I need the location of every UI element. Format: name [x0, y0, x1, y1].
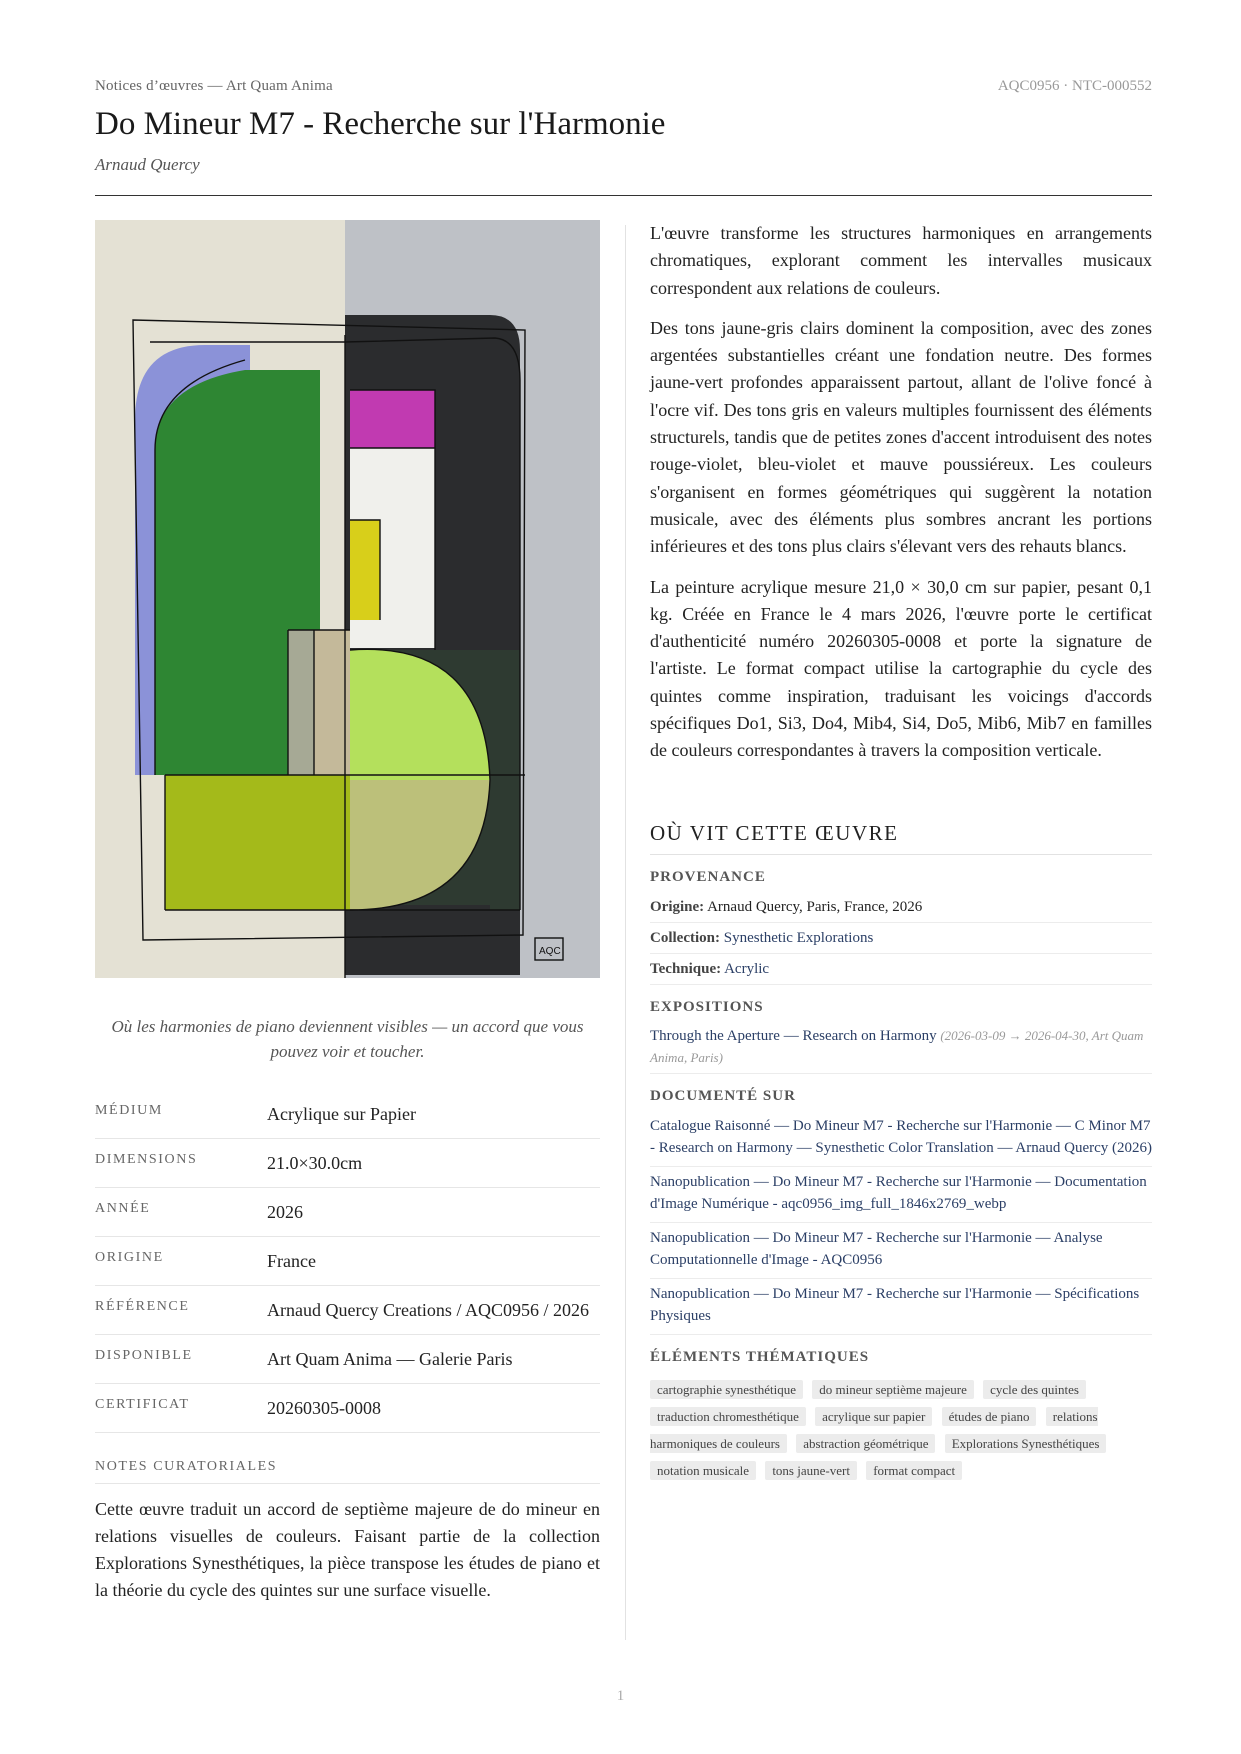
description-paragraph: L'œuvre transforme les structures harmoniques en arrangements chromatiques, explorant comment les intervalles musicaux correspondent aux relations de couleurs.	[650, 223, 1152, 298]
theme-tag[interactable]: cycle des quintes	[983, 1380, 1086, 1399]
left-column	[95, 220, 600, 1604]
expositions-heading: EXPOSITIONS	[650, 998, 764, 1015]
documented-link[interactable]: Nanopublication — Do Mineur M7 - Recherche sur l'Harmonie — Spécifications Physiques	[650, 1279, 1152, 1335]
meta-value: 2026	[267, 1202, 303, 1222]
documented-link[interactable]: Nanopublication — Do Mineur M7 - Recherche sur l'Harmonie — Analyse Computationnelle d'Image - AQC0956	[650, 1223, 1152, 1279]
column-divider	[625, 225, 626, 1640]
meta-row-reference	[95, 1286, 600, 1335]
curatorial-notes-heading: NOTES CURATORIALES	[95, 1459, 600, 1484]
meta-key: CERTIFICAT	[95, 1397, 190, 1412]
page-number: 1	[616, 1688, 625, 1704]
artist-name: Arnaud Quercy	[95, 155, 200, 174]
description-paragraph: La peinture acrylique mesure 21,0 × 30,0 cm sur papier, pesant 0,1 kg. Créée en France le 4 mars 2026, l'œuvre porte le certificat d'authenticité numéro 20260305-0008 et porte la signature de l'artiste. Le format compact utilise la cartographie du cycle des quintes comme inspiration, traduisant les voicings d'accords spécifiques Do1, Si3, Do4, Mib4, Si4, Do5, Mib6, Mib7 en familles de couleurs correspondantes à travers la composition verticale.	[650, 576, 1152, 761]
artwork-description	[650, 220, 1152, 765]
collection-link[interactable]: Synesthetic Explorations	[723, 929, 874, 946]
theme-tag[interactable]: études de piano	[942, 1407, 1037, 1426]
theme-tag[interactable]: Explorations Synesthétiques	[945, 1434, 1107, 1453]
exposition-link[interactable]: Through the Aperture — Research on Harmony	[650, 1027, 937, 1044]
meta-row-certificate	[95, 1384, 600, 1433]
provenance-origin	[650, 892, 1152, 923]
meta-row-origin	[95, 1237, 600, 1286]
running-header	[95, 78, 1152, 98]
meta-value: Acrylique sur Papier	[267, 1104, 416, 1124]
meta-key: ORIGINE	[95, 1250, 164, 1265]
meta-row-dimensions	[95, 1139, 600, 1188]
provenance-label: Technique:	[650, 960, 722, 977]
provenance-collection	[650, 923, 1152, 954]
meta-row-year	[95, 1188, 600, 1237]
documented-link[interactable]: Catalogue Raisonné — Do Mineur M7 - Recherche sur l'Harmonie — C Minor M7 - Research on Harmony — Synesthetic Color Translation — Arnaud Quercy (2026)	[650, 1111, 1152, 1167]
description-paragraph: Des tons jaune-gris clairs dominent la composition, avec des zones argentées substantielles créant une fondation neutre. Des formes jaune-vert profondes apparaissent partout, allant de l'olive foncé à l'ocre vif. Des tons gris en valeurs multiples fournissent des éléments structurels, tandis que de petites zones d'accent introduisent des notes rouge-violet, bleu-violet et mauve poussiéreux. Les couleurs s'organisent en formes géométriques qui suggèrent la notation musicale, avec des éléments plus sombres ancrant les portions inférieures et des tons plus clairs s'élevant vers des rehauts blancs.	[650, 317, 1152, 557]
documented-link[interactable]: Nanopublication — Do Mineur M7 - Recherche sur l'Harmonie — Documentation d'Image Numérique - aqc0956_img_full_1846x2769_webp	[650, 1167, 1152, 1223]
signature-text: AQC	[539, 946, 561, 957]
theme-tag[interactable]: relations harmoniques de couleurs	[650, 1408, 1098, 1451]
meta-row-medium	[95, 1090, 600, 1139]
documented-heading: DOCUMENTÉ SUR	[650, 1087, 796, 1104]
theme-tag[interactable]: notation musicale	[650, 1461, 756, 1480]
metadata-table	[95, 1090, 600, 1433]
artwork-caption: Où les harmonies de piano deviennent visibles — un accord que vous pouvez voir et toucher.	[111, 1017, 584, 1061]
where-heading: OÙ VIT CETTE ŒUVRE	[650, 821, 1152, 855]
artwork-image	[95, 220, 600, 978]
meta-key: DISPONIBLE	[95, 1348, 193, 1363]
reference-code: AQC0956 · NTC-000552	[997, 78, 1152, 94]
theme-tag[interactable]: tons jaune-vert	[765, 1461, 857, 1480]
theme-tag[interactable]: acrylique sur papier	[815, 1407, 932, 1426]
theme-tag[interactable]: cartographie synesthétique	[650, 1380, 803, 1399]
meta-value: 20260305-0008	[267, 1398, 381, 1418]
meta-value: Art Quam Anima — Galerie Paris	[267, 1349, 513, 1369]
meta-key: ANNÉE	[95, 1201, 151, 1216]
theme-tag[interactable]: abstraction géométrique	[796, 1434, 935, 1453]
provenance-heading: PROVENANCE	[650, 868, 766, 885]
right-column	[650, 220, 1152, 1484]
page-title: Do Mineur M7 - Recherche sur l'Harmonie	[95, 106, 666, 142]
provenance-label: Origine:	[650, 898, 705, 915]
provenance-technique	[650, 954, 1152, 985]
exposition-detail: (2026-03-09 → 2026-04-30, Art Quam Anima, Paris)	[650, 1027, 1144, 1065]
header-rule	[95, 195, 1152, 196]
meta-key: MÉDIUM	[95, 1103, 163, 1118]
document-page	[95, 0, 1152, 1754]
meta-value: France	[267, 1251, 316, 1271]
meta-value: Arnaud Quercy Creations / AQC0956 / 2026	[267, 1300, 589, 1320]
themes-heading: ÉLÉMENTS THÉMATIQUES	[650, 1348, 870, 1365]
theme-tag[interactable]: format compact	[866, 1461, 962, 1480]
theme-tag[interactable]: do mineur septième majeure	[812, 1380, 974, 1399]
provenance-value: Arnaud Quercy, Paris, France, 2026	[707, 898, 923, 915]
exposition-item	[650, 1022, 1152, 1074]
meta-value: 21.0×30.0cm	[267, 1153, 363, 1173]
meta-key: DIMENSIONS	[95, 1152, 198, 1167]
meta-row-available	[95, 1335, 600, 1384]
curatorial-notes-text: Cette œuvre traduit un accord de septième majeure de do mineur en relations visuelles de couleurs. Faisant partie de la collection Explorations Synesthétiques, la pièce transpose les études de piano et la théorie du cycle des quintes sur une surface visuelle.	[95, 1499, 600, 1600]
site-name: Notices d’œuvres — Art Quam Anima	[95, 78, 333, 94]
theme-tags	[650, 1376, 1152, 1484]
theme-tag[interactable]: traduction chromesthétique	[650, 1407, 806, 1426]
provenance-label: Collection:	[650, 929, 720, 946]
technique-link[interactable]: Acrylic	[724, 960, 770, 977]
meta-key: RÉFÉRENCE	[95, 1299, 190, 1314]
